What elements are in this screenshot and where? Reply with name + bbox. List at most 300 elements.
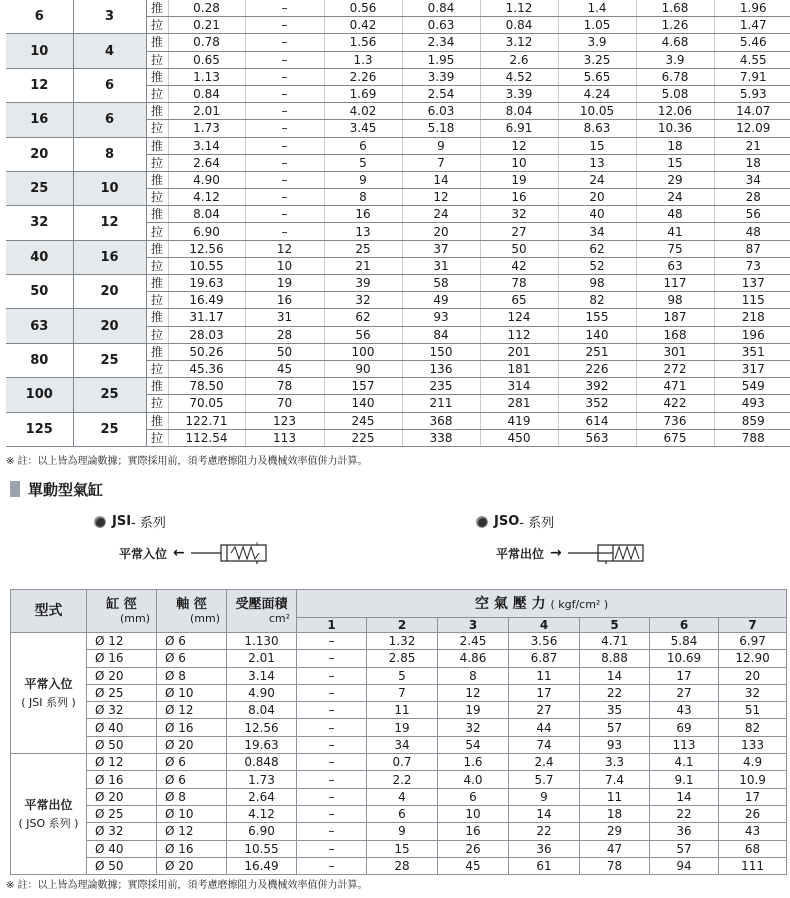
table-row — [11, 823, 787, 840]
force-cell: 317 — [714, 360, 790, 377]
series-suffix: - 系列 — [519, 516, 555, 531]
force-cell: 14 — [580, 667, 650, 684]
force-cell: 7.91 — [714, 68, 790, 85]
force-cell: 41 — [636, 223, 714, 240]
rod-cell: 8 — [73, 137, 146, 171]
force-cell: 9.1 — [650, 771, 719, 788]
force-cell: 351 — [714, 343, 790, 360]
direction-cell: 拉 — [146, 360, 168, 377]
force-cell: 28 — [367, 857, 438, 874]
rod-cell: Ø 10 — [157, 805, 227, 822]
force-cell: 8 — [438, 667, 509, 684]
force-cell: – — [297, 702, 367, 719]
rod-cell: Ø 20 — [157, 857, 227, 874]
force-cell: 155 — [558, 309, 636, 326]
series-name: JSI — [112, 514, 132, 529]
rod-cell: 3 — [73, 0, 146, 34]
force-cell: 226 — [558, 360, 636, 377]
mode-cell — [11, 633, 87, 754]
force-cell: 14 — [402, 171, 480, 188]
force-cell: 123 — [245, 412, 324, 429]
table-row — [6, 275, 790, 292]
force-cell: 34 — [558, 223, 636, 240]
area-cell: 2.01 — [227, 650, 297, 667]
force-cell: 272 — [636, 360, 714, 377]
arrow-right-icon: → — [550, 545, 562, 561]
force-cell: 22 — [509, 823, 580, 840]
table-row — [6, 34, 790, 51]
force-cell: 352 — [558, 395, 636, 412]
bore-cell: 125 — [6, 412, 73, 446]
area-cell: 45.36 — [168, 360, 245, 377]
force-cell: 93 — [402, 309, 480, 326]
table-row — [11, 702, 787, 719]
table-row — [11, 650, 787, 667]
force-cell: – — [297, 684, 367, 701]
table-row — [11, 771, 787, 788]
table-row — [11, 633, 787, 650]
force-cell: 29 — [580, 823, 650, 840]
pressure-col-header: 7 — [719, 618, 787, 633]
force-cell: 6.97 — [719, 633, 787, 650]
force-cell: 56 — [324, 326, 402, 343]
force-cell: – — [245, 171, 324, 188]
bore-cell: Ø 12 — [87, 633, 157, 650]
force-cell: 12 — [245, 240, 324, 257]
rod-cell: 6 — [73, 68, 146, 102]
force-cell: 181 — [480, 360, 558, 377]
direction-cell: 拉 — [146, 326, 168, 343]
force-cell: 51 — [719, 702, 787, 719]
force-cell: 7.4 — [580, 771, 650, 788]
force-cell: 27 — [480, 223, 558, 240]
force-cell: 5.7 — [509, 771, 580, 788]
force-cell: 113 — [245, 429, 324, 446]
force-cell: 2.45 — [438, 633, 509, 650]
force-cell: 24 — [402, 206, 480, 223]
force-cell: 21 — [324, 257, 402, 274]
pressure-col-header: 1 — [297, 618, 367, 633]
table-row — [11, 684, 787, 701]
mode-series: ( JSO 系列 ) — [18, 816, 79, 830]
bore-cell: Ø 50 — [87, 736, 157, 753]
force-cell: 245 — [324, 412, 402, 429]
area-cell: 19.63 — [168, 275, 245, 292]
radio-bullet-icon — [94, 516, 106, 528]
force-cell: 419 — [480, 412, 558, 429]
force-cell: 1.56 — [324, 34, 402, 51]
force-cell: 2.6 — [480, 51, 558, 68]
force-cell: 98 — [558, 275, 636, 292]
force-cell: 1.26 — [636, 17, 714, 34]
area-cell: 112.54 — [168, 429, 245, 446]
force-cell: 12 — [438, 684, 509, 701]
force-cell: 16 — [245, 292, 324, 309]
force-cell: – — [245, 223, 324, 240]
area-cell: 2.64 — [168, 154, 245, 171]
col-header-area — [227, 590, 297, 633]
force-cell: 4.68 — [636, 34, 714, 51]
force-cell: 1.95 — [402, 51, 480, 68]
rod-cell: 25 — [73, 412, 146, 446]
force-cell: – — [297, 719, 367, 736]
bore-cell: 16 — [6, 103, 73, 137]
rod-cell: 20 — [73, 275, 146, 309]
rod-cell: 12 — [73, 206, 146, 240]
force-cell: 12 — [402, 189, 480, 206]
force-cell: – — [297, 754, 367, 771]
bore-group — [6, 343, 790, 377]
force-cell: 45 — [438, 857, 509, 874]
force-cell: 2.2 — [367, 771, 438, 788]
force-cell: 1.96 — [714, 0, 790, 17]
force-cell: 42 — [480, 257, 558, 274]
direction-cell: 拉 — [146, 51, 168, 68]
force-cell: 140 — [324, 395, 402, 412]
force-cell: 788 — [714, 429, 790, 446]
bore-cell: Ø 25 — [87, 684, 157, 701]
force-cell: 2.26 — [324, 68, 402, 85]
force-cell: 94 — [650, 857, 719, 874]
force-cell: 74 — [509, 736, 580, 753]
single-acting-force-table — [10, 589, 787, 875]
force-cell: 140 — [558, 326, 636, 343]
rod-cell: Ø 12 — [157, 823, 227, 840]
rod-cell: Ø 16 — [157, 840, 227, 857]
bore-cell: 12 — [6, 68, 73, 102]
force-cell: 3.9 — [558, 34, 636, 51]
force-cell: 11 — [367, 702, 438, 719]
area-cell: 50.26 — [168, 343, 245, 360]
force-cell: 25 — [324, 240, 402, 257]
rod-cell: Ø 10 — [157, 684, 227, 701]
force-cell: 4.02 — [324, 103, 402, 120]
force-cell: 1.4 — [558, 0, 636, 17]
bore-label: 缸 徑 — [106, 597, 137, 612]
table-row — [6, 206, 790, 223]
force-cell: 117 — [636, 275, 714, 292]
force-cell: 6 — [324, 137, 402, 154]
force-cell: 18 — [580, 805, 650, 822]
bore-group — [6, 412, 790, 446]
area-cell: 3.14 — [168, 137, 245, 154]
force-cell: 4.1 — [650, 754, 719, 771]
force-cell: 1.69 — [324, 85, 402, 102]
table-row — [11, 667, 787, 684]
bore-group — [6, 34, 790, 68]
area-cell: 28.03 — [168, 326, 245, 343]
force-cell: 111 — [719, 857, 787, 874]
force-cell: 0.7 — [367, 754, 438, 771]
force-cell: – — [297, 633, 367, 650]
bore-group — [6, 103, 790, 137]
bore-group — [6, 137, 790, 171]
area-label: 受壓面積 — [235, 597, 288, 612]
force-cell: 3.56 — [509, 633, 580, 650]
force-cell: 150 — [402, 343, 480, 360]
force-cell: 6 — [438, 788, 509, 805]
area-cell: 0.65 — [168, 51, 245, 68]
force-cell: 0.84 — [402, 0, 480, 17]
force-cell: 9 — [509, 788, 580, 805]
force-cell: 675 — [636, 429, 714, 446]
direction-cell: 推 — [146, 137, 168, 154]
force-cell: 78 — [480, 275, 558, 292]
force-cell: 22 — [580, 684, 650, 701]
direction-cell: 拉 — [146, 292, 168, 309]
pressure-col-header: 5 — [580, 618, 650, 633]
section-heading — [10, 478, 103, 500]
force-cell: 5.65 — [558, 68, 636, 85]
rod-label: 軸 徑 — [176, 597, 207, 612]
direction-cell: 拉 — [146, 429, 168, 446]
direction-cell: 拉 — [146, 85, 168, 102]
footnote: ※ 註：以上皆為理論數據；實際採用前，須考慮磨擦阻力及機械效率值併力計算。 — [6, 456, 368, 467]
direction-cell: 推 — [146, 275, 168, 292]
cylinder-spring-extend-icon — [568, 542, 658, 564]
force-cell: 493 — [714, 395, 790, 412]
pressure-label: 空 氣 壓 力 — [474, 595, 546, 612]
bore-cell: 10 — [6, 34, 73, 68]
force-cell: 136 — [402, 360, 480, 377]
area-cell: 8.04 — [168, 206, 245, 223]
area-cell: 78.50 — [168, 378, 245, 395]
force-cell: 18 — [636, 137, 714, 154]
area-cell: 0.84 — [168, 85, 245, 102]
area-cell: 8.04 — [227, 702, 297, 719]
force-cell: 8.63 — [558, 120, 636, 137]
force-cell: 3.12 — [480, 34, 558, 51]
bore-cell: 63 — [6, 309, 73, 343]
force-cell: 36 — [509, 840, 580, 857]
area-cell: 4.12 — [227, 805, 297, 822]
table-row — [6, 137, 790, 154]
force-cell: 12.09 — [714, 120, 790, 137]
force-cell: 21 — [714, 137, 790, 154]
force-cell: 14.07 — [714, 103, 790, 120]
force-cell: 34 — [714, 171, 790, 188]
force-cell: 69 — [650, 719, 719, 736]
pressure-col-header: 3 — [438, 618, 509, 633]
force-cell: 157 — [324, 378, 402, 395]
force-cell: 0.42 — [324, 17, 402, 34]
series-suffix: - 系列 — [131, 516, 166, 531]
force-cell: 84 — [402, 326, 480, 343]
force-cell: 450 — [480, 429, 558, 446]
force-cell: 9 — [402, 137, 480, 154]
area-cell: 1.13 — [168, 68, 245, 85]
bore-group — [6, 378, 790, 412]
force-cell: 124 — [480, 309, 558, 326]
bore-cell: 32 — [6, 206, 73, 240]
rod-cell: 4 — [73, 34, 146, 68]
force-cell: 19 — [245, 275, 324, 292]
force-cell: 37 — [402, 240, 480, 257]
force-cell: 4 — [367, 788, 438, 805]
force-cell: 90 — [324, 360, 402, 377]
force-cell: 4.0 — [438, 771, 509, 788]
bore-group — [6, 240, 790, 274]
mode-series: ( JSI 系列 ) — [21, 695, 76, 709]
force-cell: 19 — [480, 171, 558, 188]
area-cell: 4.90 — [227, 684, 297, 701]
area-cell: 1.73 — [227, 771, 297, 788]
direction-cell: 推 — [146, 171, 168, 188]
force-cell: 338 — [402, 429, 480, 446]
force-cell: 6.91 — [480, 120, 558, 137]
bore-group — [6, 0, 790, 34]
force-cell: – — [297, 736, 367, 753]
table-row — [11, 805, 787, 822]
force-cell: 31 — [245, 309, 324, 326]
force-cell: 3.39 — [402, 68, 480, 85]
force-cell: 1.05 — [558, 17, 636, 34]
direction-cell: 拉 — [146, 154, 168, 171]
rod-cell: 20 — [73, 309, 146, 343]
bore-cell: 25 — [6, 171, 73, 205]
force-cell: 2.4 — [509, 754, 580, 771]
force-cell: 49 — [402, 292, 480, 309]
table-row — [6, 240, 790, 257]
force-cell: 26 — [719, 805, 787, 822]
force-cell: 1.32 — [367, 633, 438, 650]
direction-cell: 拉 — [146, 395, 168, 412]
rod-cell: Ø 6 — [157, 650, 227, 667]
force-cell: 36 — [650, 823, 719, 840]
pressure-unit: ( kgf/cm² ) — [550, 597, 609, 611]
bore-cell: Ø 16 — [87, 650, 157, 667]
force-cell: 15 — [367, 840, 438, 857]
jso-symbol-row — [496, 542, 658, 564]
force-cell: 32 — [324, 292, 402, 309]
bore-cell: 20 — [6, 137, 73, 171]
force-cell: 93 — [580, 736, 650, 753]
col-header-pressure — [297, 590, 787, 618]
bore-cell: 6 — [6, 0, 73, 34]
force-cell: – — [297, 650, 367, 667]
force-cell: 16 — [438, 823, 509, 840]
footnote: ※ 註：以上皆為理論數據；實際採用前，須考慮磨擦阻力及機械效率值併力計算。 — [6, 880, 368, 891]
direction-cell: 推 — [146, 378, 168, 395]
force-cell: 16 — [480, 189, 558, 206]
force-cell: – — [245, 51, 324, 68]
col-header-type: 型式 — [11, 590, 87, 633]
force-cell: 48 — [636, 206, 714, 223]
force-cell: 75 — [636, 240, 714, 257]
bore-group — [6, 171, 790, 205]
mode-cell — [11, 754, 87, 875]
table-row — [6, 412, 790, 429]
direction-cell: 推 — [146, 412, 168, 429]
force-cell: 13 — [324, 223, 402, 240]
force-cell: 28 — [714, 189, 790, 206]
rod-cell: Ø 16 — [157, 719, 227, 736]
area-cell: 12.56 — [168, 240, 245, 257]
col-header-rod — [157, 590, 227, 633]
force-cell: 34 — [367, 736, 438, 753]
table-row — [11, 736, 787, 753]
force-cell: 45 — [245, 360, 324, 377]
force-cell: – — [245, 0, 324, 17]
direction-cell: 推 — [146, 206, 168, 223]
bore-cell: Ø 32 — [87, 823, 157, 840]
table-row — [6, 103, 790, 120]
area-cell: 10.55 — [168, 257, 245, 274]
series-name: JSO — [494, 514, 520, 529]
force-cell: 73 — [714, 257, 790, 274]
force-cell: 27 — [650, 684, 719, 701]
force-cell: 61 — [509, 857, 580, 874]
force-cell: 5.08 — [636, 85, 714, 102]
force-cell: 29 — [636, 171, 714, 188]
rod-cell: 6 — [73, 103, 146, 137]
force-cell: 4.71 — [580, 633, 650, 650]
symbol-label: 平常入位 — [119, 546, 168, 561]
force-cell: 87 — [714, 240, 790, 257]
bore-unit: (mm) — [119, 612, 150, 625]
direction-cell: 推 — [146, 343, 168, 360]
force-cell: 549 — [714, 378, 790, 395]
force-cell: 201 — [480, 343, 558, 360]
force-cell: 48 — [714, 223, 790, 240]
area-cell: 12.56 — [227, 719, 297, 736]
force-cell: 62 — [324, 309, 402, 326]
direction-cell: 推 — [146, 309, 168, 326]
table-row — [6, 343, 790, 360]
force-cell: 10.9 — [719, 771, 787, 788]
force-cell: 5 — [367, 667, 438, 684]
bore-cell: Ø 40 — [87, 840, 157, 857]
force-cell: 52 — [558, 257, 636, 274]
force-cell: 5.93 — [714, 85, 790, 102]
force-cell: 133 — [719, 736, 787, 753]
force-cell: 19 — [367, 719, 438, 736]
force-cell: 251 — [558, 343, 636, 360]
force-cell: 12 — [480, 137, 558, 154]
direction-cell: 拉 — [146, 189, 168, 206]
force-cell: 225 — [324, 429, 402, 446]
force-cell: 14 — [509, 805, 580, 822]
force-cell: 10.69 — [650, 650, 719, 667]
force-cell: 0.63 — [402, 17, 480, 34]
force-cell: 70 — [245, 395, 324, 412]
force-cell: – — [297, 857, 367, 874]
force-cell: 43 — [719, 823, 787, 840]
force-cell: 19 — [438, 702, 509, 719]
area-cell: 16.49 — [227, 857, 297, 874]
force-cell: 12.06 — [636, 103, 714, 120]
area-cell: 122.71 — [168, 412, 245, 429]
force-cell: 24 — [558, 171, 636, 188]
area-unit: cm² — [268, 612, 290, 625]
direction-cell: 推 — [146, 103, 168, 120]
force-cell: 56 — [714, 206, 790, 223]
bore-cell: 80 — [6, 343, 73, 377]
pressure-col-header: 6 — [650, 618, 719, 633]
force-cell: 281 — [480, 395, 558, 412]
force-cell: – — [245, 154, 324, 171]
force-cell: 563 — [558, 429, 636, 446]
area-cell: 10.55 — [227, 840, 297, 857]
force-cell: 196 — [714, 326, 790, 343]
force-cell: – — [297, 771, 367, 788]
force-cell: 7 — [367, 684, 438, 701]
double-acting-force-table — [6, 0, 790, 447]
force-cell: 78 — [245, 378, 324, 395]
series-jsi-label — [94, 512, 166, 531]
force-cell: 14 — [650, 788, 719, 805]
force-cell: 1.6 — [438, 754, 509, 771]
